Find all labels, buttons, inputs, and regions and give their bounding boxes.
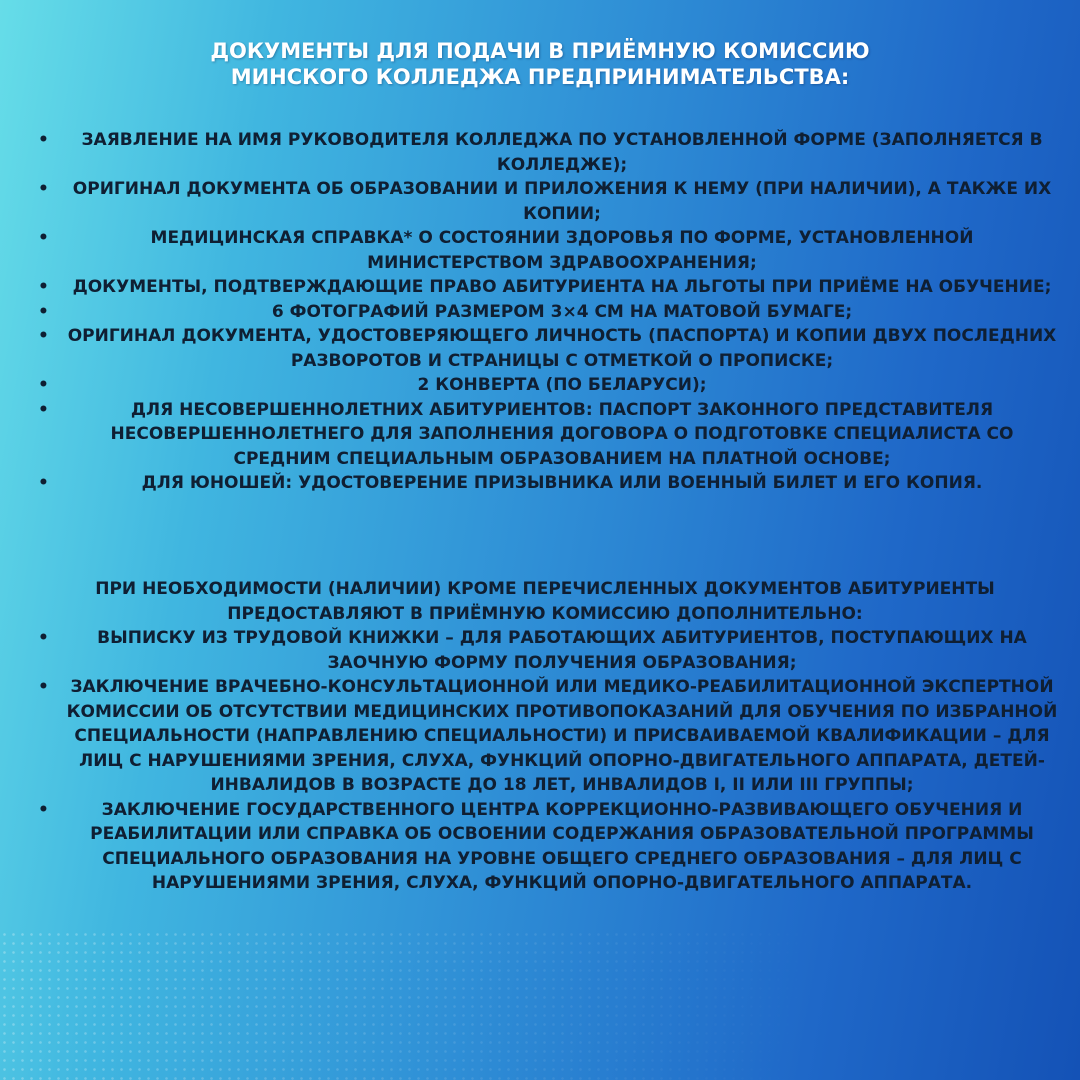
main-documents-list (34, 128, 1062, 496)
list-item (34, 275, 1062, 300)
list-item (34, 128, 1062, 177)
list-item-text: ОРИГИНАЛ ДОКУМЕНТА ОБ ОБРАЗОВАНИИ И ПРИЛОЖЕНИЯ К НЕМУ (ПРИ НАЛИЧИИ), А ТАКЖЕ ИХ КОПИИ; (72, 179, 1052, 224)
list-item (34, 471, 1062, 496)
list-item-text: ЗАКЛЮЧЕНИЕ ВРАЧЕБНО-КОНСУЛЬТАЦИОННОЙ ИЛИ МЕДИКО-РЕАБИЛИТАЦИОННОЙ ЭКСПЕРТНОЙ КОМИССИИ ОБ ОТСУТСТВИИ МЕДИЦИНСКИХ ПРОТИВОПОКАЗАНИЙ ДЛЯ ОБУЧЕНИЯ ПО ИЗБРАННОЙ СПЕЦИАЛЬНОСТИ (НАПРАВЛЕНИЮ СПЕЦИАЛЬНОСТИ) И ПРИСВАИВАЕМОЙ КВАЛИФИКАЦИИ – ДЛЯ ЛИЦ С НАРУШЕНИЯМИ ЗРЕНИЯ, СЛУХА, ФУНКЦИЙ ОПОРНО-ДВИГАТЕЛЬНОГО АППАРАТА, ДЕТЕЙ-ИНВАЛИДОВ В ВОЗРАСТЕ ДО 18 ЛЕТ, ИНВАЛИДОВ I, II ИЛИ III ГРУППЫ; (66, 677, 1058, 795)
bullet-icon: • (38, 628, 49, 648)
list-item (34, 177, 1062, 226)
list-item (34, 226, 1062, 275)
list-item-text: ЗАЯВЛЕНИЕ НА ИМЯ РУКОВОДИТЕЛЯ КОЛЛЕДЖА ПО УСТАНОВЛЕННОЙ ФОРМЕ (ЗАПОЛНЯЕТСЯ В КОЛЛЕДЖЕ); (81, 130, 1043, 175)
list-item (34, 675, 1062, 798)
bullet-icon: • (38, 677, 49, 697)
list-item-text: 6 ФОТОГРАФИЙ РАЗМЕРОМ 3×4 СМ НА МАТОВОЙ БУМАГЕ; (271, 301, 853, 322)
list-item-text: МЕДИЦИНСКАЯ СПРАВКА* О СОСТОЯНИИ ЗДОРОВЬЯ ПО ФОРМЕ, УСТАНОВЛЕННОЙ МИНИСТЕРСТВОМ ЗДРАВООХРАНЕНИЯ; (150, 228, 974, 273)
list-item-text: ДЛЯ НЕСОВЕРШЕННОЛЕТНИХ АБИТУРИЕНТОВ: ПАСПОРТ ЗАКОННОГО ПРЕДСТАВИТЕЛЯ НЕСОВЕРШЕННОЛЕТНЕГО ДЛЯ ЗАПОЛНЕНИЯ ДОГОВОРА О ПОДГОТОВКЕ СПЕЦИАЛИСТА СО СРЕДНИМ СПЕЦИАЛЬНЫМ ОБРАЗОВАНИЕМ НА ПЛАТНОЙ ОСНОВЕ; (110, 399, 1014, 469)
list-item-text: ДОКУМЕНТЫ, ПОДТВЕРЖДАЮЩИЕ ПРАВО АБИТУРИЕНТА НА ЛЬГОТЫ ПРИ ПРИЁМЕ НА ОБУЧЕНИЕ; (72, 277, 1052, 297)
additional-intro: ПРИ НЕОБХОДИМОСТИ (НАЛИЧИИ) КРОМЕ ПЕРЕЧИСЛЕННЫХ ДОКУМЕНТОВ АБИТУРИЕНТЫ ПРЕДОСТАВЛЯЮТ В ПРИЁМНУЮ КОМИССИЮ ДОПОЛНИТЕЛЬНО: (95, 579, 995, 624)
bullet-icon: • (38, 473, 49, 493)
list-item (34, 324, 1062, 373)
bullet-icon: • (38, 277, 49, 297)
list-item-text: ВЫПИСКУ ИЗ ТРУДОВОЙ КНИЖКИ – ДЛЯ РАБОТАЮЩИХ АБИТУРИЕНТОВ, ПОСТУПАЮЩИХ НА ЗАОЧНУЮ ФОРМУ ПОЛУЧЕНИЯ ОБРАЗОВАНИЯ; (97, 628, 1027, 673)
list-item (34, 300, 1062, 325)
page-title (0, 38, 1080, 90)
list-item-text: ДЛЯ ЮНОШЕЙ: УДОСТОВЕРЕНИЕ ПРИЗЫВНИКА ИЛИ ВОЕННЫЙ БИЛЕТ И ЕГО КОПИЯ. (141, 473, 983, 493)
bullet-icon: • (38, 228, 49, 248)
bullet-icon: • (38, 301, 49, 322)
list-item-text: ЗАКЛЮЧЕНИЕ ГОСУДАРСТВЕННОГО ЦЕНТРА КОРРЕКЦИОННО-РАЗВИВАЮЩЕГО ОБУЧЕНИЯ И РЕАБИЛИТАЦИИ ИЛИ СПРАВКА ОБ ОСВОЕНИИ СОДЕРЖАНИЯ ОБРАЗОВАТЕЛЬНОЙ ПРОГРАММЫ СПЕЦИАЛЬНОГО ОБРАЗОВАНИЯ НА УРОВНЕ ОБЩЕГО СРЕДНЕГО ОБРАЗОВАНИЯ – ДЛЯ ЛИЦ С НАРУШЕНИЯМИ ЗРЕНИЯ, СЛУХА, ФУНКЦИЙ ОПОРНО-ДВИГАТЕЛЬНОГО АППАРАТА. (90, 799, 1034, 893)
bullet-icon: • (38, 326, 49, 346)
bullet-icon: • (38, 399, 49, 420)
additional-documents-section (34, 577, 1062, 896)
list-item (34, 398, 1062, 472)
bullet-icon: • (38, 179, 49, 199)
list-item (34, 373, 1062, 398)
title-line-2: МИНСКОГО КОЛЛЕДЖА ПРЕДПРИНИМАТЕЛЬСТВА: (230, 65, 850, 89)
list-item (34, 798, 1062, 896)
list-item-text: ОРИГИНАЛ ДОКУМЕНТА, УДОСТОВЕРЯЮЩЕГО ЛИЧНОСТЬ (ПАСПОРТА) И КОПИИ ДВУХ ПОСЛЕДНИХ РАЗВОРОТОВ И СТРАНИЦЫ С ОТМЕТКОЙ О ПРОПИСКЕ; (67, 326, 1057, 371)
bullet-icon: • (38, 375, 49, 395)
additional-documents-list (34, 626, 1062, 896)
dot-pattern-decoration (0, 930, 1080, 1080)
bullet-icon: • (38, 799, 49, 820)
main-documents-section (34, 128, 1062, 496)
bullet-icon: • (38, 130, 49, 150)
title-line-1: ДОКУМЕНТЫ ДЛЯ ПОДАЧИ В ПРИЁМНУЮ КОМИССИЮ (210, 39, 870, 63)
list-item-text: 2 КОНВЕРТА (ПО БЕЛАРУСИ); (417, 375, 707, 395)
list-item (34, 626, 1062, 675)
